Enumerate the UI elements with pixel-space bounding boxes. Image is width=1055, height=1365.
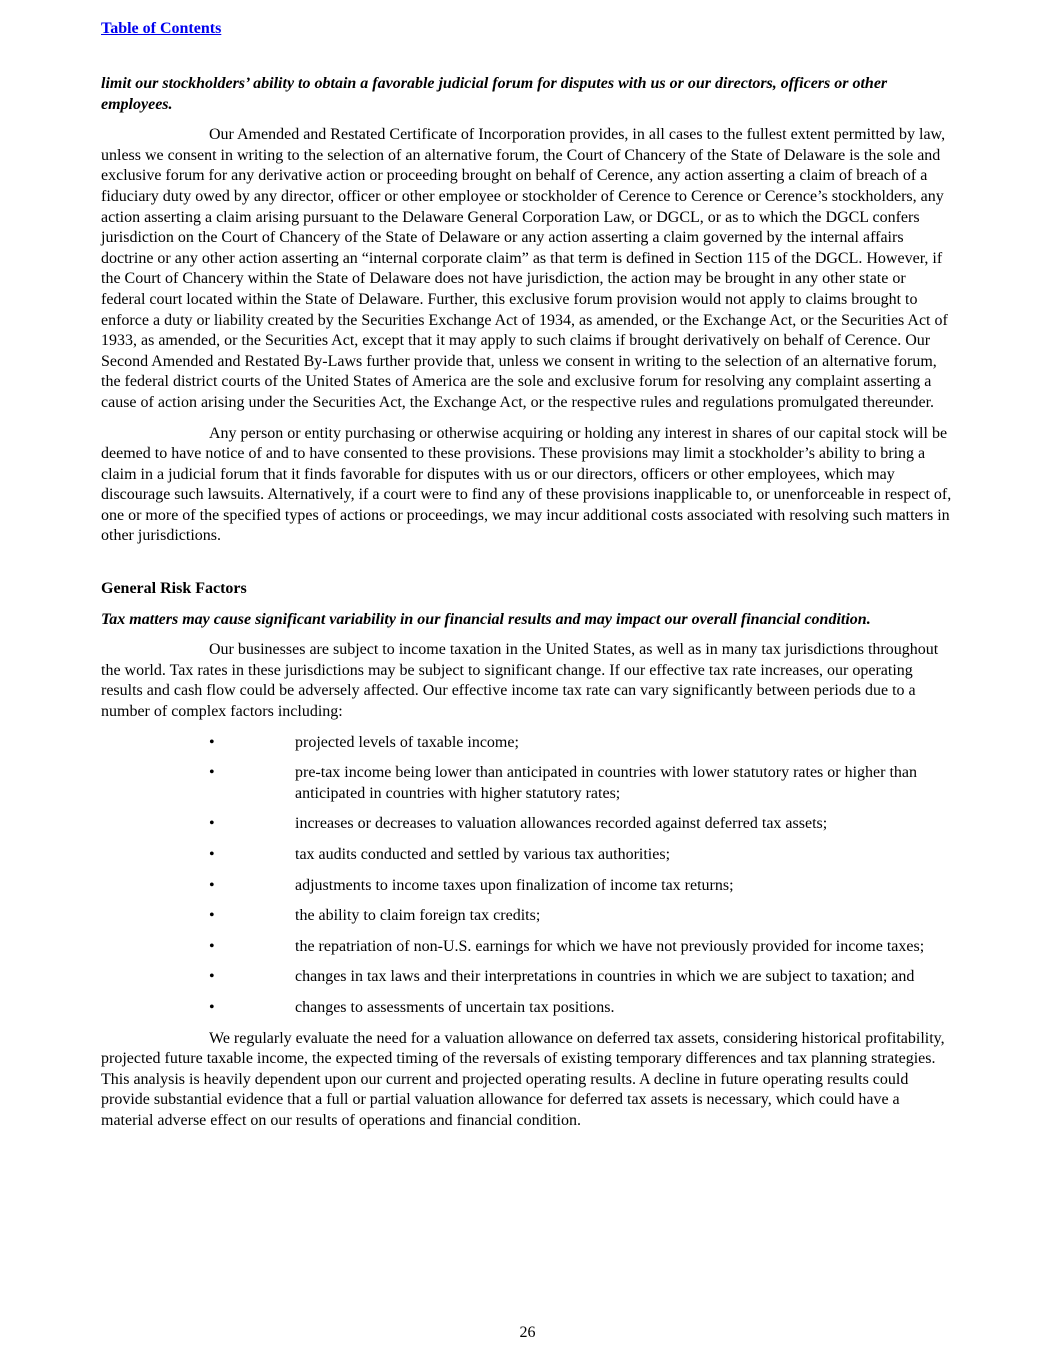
bullet-icon: • [209, 907, 215, 925]
list-item-text: changes to assessments of uncertain tax positions. [295, 998, 615, 1016]
list-item-text: the ability to claim foreign tax credits; [295, 907, 541, 925]
list-item-text: projected levels of taxable income; [295, 733, 519, 751]
paragraph-consent-provisions: Any person or entity purchasing or otherwise acquiring or holding any interest in shares of our capital stock will be deemed to have notice of and to have consented to these provisions. These provisions may limit a stockholder’s ability to bring a claim in a judicial forum that it finds favorable for disputes with us or our directors, officers or other employees, which may discourage such lawsuits. Alternatively, if a court were to find any of these provisions inapplicable to, or unenforceable in respect of, one or more of the specified types of actions or proceedings, we may incur additional costs associated with resolving such matters in other jurisdictions. [101, 424, 952, 545]
list-item [101, 845, 953, 866]
list-item [101, 967, 953, 988]
page-number: 26 [519, 1324, 536, 1341]
bullet-icon: • [209, 876, 215, 894]
paragraph-valuation-allowance: We regularly evaluate the need for a valuation allowance on deferred tax assets, considering historical profitability, projected future taxable income, the expected timing of the reversals of existing temporary differences and tax planning strategies. This analysis is heavily dependent upon our current and projected operating results. A decline in future operating results could provide substantial evidence that a full or partial valuation allowance for deferred tax assets is necessary, which could have a material adverse effect on our results of operations and financial condition. [101, 1029, 945, 1129]
bullet-icon: • [209, 968, 215, 986]
list-item-text: pre-tax income being lower than anticipated in countries with lower statutory rates or higher than anticipated in countries with higher statutory rates; [295, 764, 918, 802]
bullet-icon: • [209, 846, 215, 863]
list-item-text: tax audits conducted and settled by various tax authorities; [295, 846, 671, 863]
list-item-text: adjustments to income taxes upon finalization of income tax returns; [295, 876, 734, 894]
list-item [101, 937, 953, 958]
list-item [101, 733, 953, 754]
bullet-icon: • [209, 733, 215, 751]
bullet-icon: • [209, 937, 215, 955]
tax-factors-list [101, 733, 953, 1019]
list-item [101, 763, 953, 804]
table-of-contents-link[interactable]: Table of Contents [101, 20, 222, 37]
list-item [101, 814, 953, 835]
list-item [101, 906, 953, 927]
list-item-text: increases or decreases to valuation allowances recorded against deferred tax assets; [295, 815, 828, 833]
paragraph-exclusive-forum: Our Amended and Restated Certificate of Incorporation provides, in all cases to the fullest extent permitted by law, unless we consent in writing to the selection of an alternative forum, the Court of Chancery of the State of Delaware is the sole and exclusive forum for any derivative action or proceeding brought on behalf of Cerence, any action asserting a claim of breach of a fiduciary duty owed by any director, officer or other employee or stockholder of Cerence to Cerence or Cerence’s stockholders, any action asserting a claim arising pursuant to the Delaware General Corporation Law, or DGCL, or as to which the DGCL confers jurisdiction on the Court of Chancery of the State of Delaware or any action asserting a claim governed by the internal affairs doctrine or any other action asserting an “internal corporate claim” as that term is defined in Section 115 of the DGCL. However, if the Court of Chancery within the State of Delaware does not have jurisdiction, the action may be brought in any other state or federal court located within the State of Delaware. Further, this exclusive forum provision would not apply to claims brought to enforce a duty or liability created by the Securities Exchange Act of 1934, as amended, or the Exchange Act, or the Securities Act of 1933, as amended, or the Securities Act, except that it may apply to such claims if brought derivatively on behalf of Cerence. Our Second Amended and Restated By-Laws further provide that, unless we consent in writing to the selection of an alternative forum, the federal district courts of the United States of America are the sole and exclusive forum for resolving any complaint asserting a cause of action arising under the Securities Act, the Exchange Act, or the respective rules and regulations promulgated thereunder. [101, 126, 948, 411]
risk-heading-continued: limit our stockholders’ ability to obtain a favorable judicial forum for disputes with us or our directors, officers or other employees. [101, 75, 888, 113]
list-item-text: changes in tax laws and their interpretations in countries in which we are subject to taxation; and [295, 968, 915, 986]
risk-heading-tax-matters: Tax matters may cause significant variability in our financial results and may impact our overall financial condition. [101, 610, 871, 628]
list-item [101, 876, 953, 897]
bullet-icon: • [209, 764, 215, 782]
list-item [101, 998, 953, 1019]
paragraph-tax-intro: Our businesses are subject to income taxation in the United States, as well as in many tax jurisdictions throughout the world. Tax rates in these jurisdictions may be subject to significant change. If our effective tax rate increases, our operating results and cash flow could be adversely affected. Our effective income tax rate can vary significantly between periods due to a number of complex factors including: [101, 641, 939, 721]
section-title-general-risk-factors: General Risk Factors [101, 580, 247, 598]
document-body [101, 74, 953, 1142]
bullet-icon: • [209, 998, 215, 1016]
list-item-text: the repatriation of non-U.S. earnings for which we have not previously provided for income taxes; [295, 937, 925, 955]
bullet-icon: • [209, 815, 215, 833]
